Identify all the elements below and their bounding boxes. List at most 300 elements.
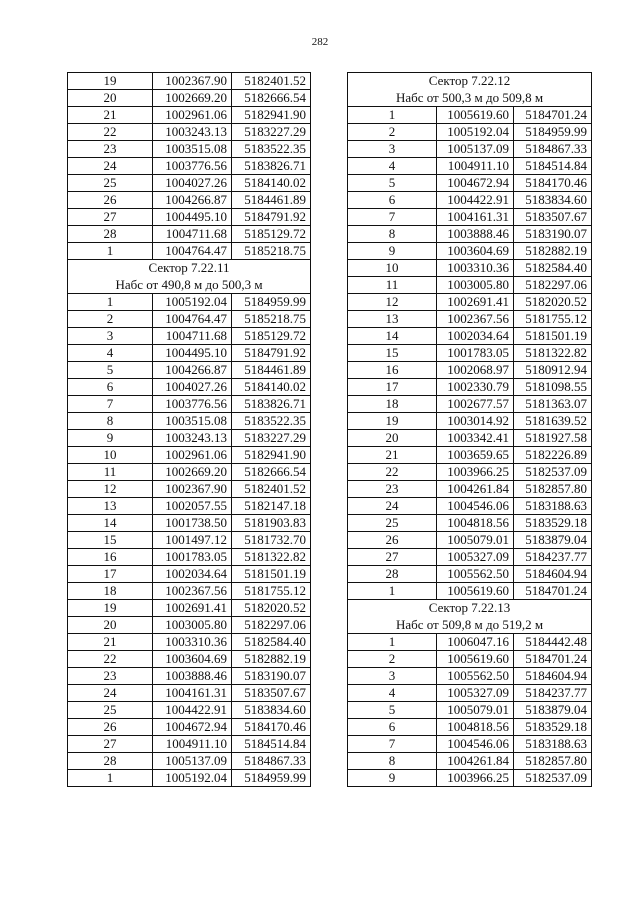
x-coordinate: 1004672.94 — [153, 719, 232, 736]
point-number: 25 — [348, 515, 437, 532]
y-coordinate: 5184461.89 — [232, 362, 311, 379]
y-coordinate: 5183188.63 — [514, 736, 592, 753]
x-coordinate: 1002669.20 — [153, 464, 232, 481]
table-row — [68, 158, 311, 175]
y-coordinate: 5184514.84 — [232, 736, 311, 753]
table-row — [68, 430, 311, 447]
point-number: 3 — [68, 328, 153, 345]
y-coordinate: 5181501.19 — [232, 566, 311, 583]
table-row — [68, 719, 311, 736]
table-row — [68, 107, 311, 124]
table-row — [348, 124, 592, 141]
point-number: 7 — [348, 736, 437, 753]
y-coordinate: 5182666.54 — [232, 90, 311, 107]
y-coordinate: 5182857.80 — [514, 481, 592, 498]
table-row — [348, 311, 592, 328]
point-number: 24 — [68, 685, 153, 702]
y-coordinate: 5181322.82 — [232, 549, 311, 566]
x-coordinate: 1005079.01 — [437, 532, 514, 549]
sector-title-row — [68, 260, 311, 277]
point-number: 11 — [68, 464, 153, 481]
table-row — [68, 311, 311, 328]
point-number: 20 — [348, 430, 437, 447]
point-number: 24 — [68, 158, 153, 175]
coordinates-table-right-body — [348, 73, 592, 787]
y-coordinate: 5185218.75 — [232, 243, 311, 260]
y-coordinate: 5181927.58 — [514, 430, 592, 447]
point-number: 7 — [68, 396, 153, 413]
point-number: 12 — [348, 294, 437, 311]
y-coordinate: 5184867.33 — [232, 753, 311, 770]
y-coordinate: 5185218.75 — [232, 311, 311, 328]
table-row — [68, 668, 311, 685]
table-row — [68, 685, 311, 702]
y-coordinate: 5181639.52 — [514, 413, 592, 430]
x-coordinate: 1003888.46 — [437, 226, 514, 243]
table-row — [68, 634, 311, 651]
table-row — [68, 583, 311, 600]
x-coordinate: 1004764.47 — [153, 311, 232, 328]
table-row — [68, 617, 311, 634]
sector-height-range: Набс от 509,8 м до 519,2 м — [348, 617, 592, 634]
x-coordinate: 1002961.06 — [153, 447, 232, 464]
y-coordinate: 5181322.82 — [514, 345, 592, 362]
x-coordinate: 1004261.84 — [437, 753, 514, 770]
y-coordinate: 5183529.18 — [514, 515, 592, 532]
point-number: 28 — [68, 226, 153, 243]
point-number: 9 — [68, 430, 153, 447]
point-number: 5 — [348, 702, 437, 719]
x-coordinate: 1005192.04 — [153, 294, 232, 311]
x-coordinate: 1001497.12 — [153, 532, 232, 549]
y-coordinate: 5184604.94 — [514, 668, 592, 685]
sector-subtitle-row — [348, 90, 592, 107]
x-coordinate: 1003243.13 — [153, 124, 232, 141]
point-number: 8 — [348, 753, 437, 770]
table-row — [348, 396, 592, 413]
x-coordinate: 1005619.60 — [437, 651, 514, 668]
table-row — [68, 124, 311, 141]
x-coordinate: 1005137.09 — [437, 141, 514, 158]
x-coordinate: 1002961.06 — [153, 107, 232, 124]
table-row — [68, 226, 311, 243]
point-number: 4 — [348, 158, 437, 175]
y-coordinate: 5184959.99 — [514, 124, 592, 141]
x-coordinate: 1004711.68 — [153, 226, 232, 243]
y-coordinate: 5182537.09 — [514, 770, 592, 787]
page-number: 282 — [311, 36, 329, 48]
point-number: 3 — [348, 668, 437, 685]
y-coordinate: 5180912.94 — [514, 362, 592, 379]
y-coordinate: 5183522.35 — [232, 141, 311, 158]
y-coordinate: 5182584.40 — [514, 260, 592, 277]
y-coordinate: 5184791.92 — [232, 345, 311, 362]
point-number: 1 — [68, 294, 153, 311]
table-row — [348, 532, 592, 549]
point-number: 2 — [68, 311, 153, 328]
point-number: 15 — [68, 532, 153, 549]
x-coordinate: 1003014.92 — [437, 413, 514, 430]
y-coordinate: 5183188.63 — [514, 498, 592, 515]
table-row — [348, 345, 592, 362]
point-number: 6 — [348, 192, 437, 209]
point-number: 1 — [348, 107, 437, 124]
point-number: 2 — [348, 651, 437, 668]
table-row — [68, 566, 311, 583]
point-number: 11 — [348, 277, 437, 294]
y-coordinate: 5181755.12 — [232, 583, 311, 600]
table-row — [348, 192, 592, 209]
point-number: 14 — [348, 328, 437, 345]
point-number: 12 — [68, 481, 153, 498]
y-coordinate: 5185129.72 — [232, 226, 311, 243]
y-coordinate: 5184170.46 — [514, 175, 592, 192]
point-number: 18 — [348, 396, 437, 413]
table-row — [68, 770, 311, 787]
point-number: 8 — [68, 413, 153, 430]
table-row — [348, 243, 592, 260]
y-coordinate: 5183529.18 — [514, 719, 592, 736]
point-number: 20 — [68, 90, 153, 107]
x-coordinate: 1002669.20 — [153, 90, 232, 107]
sector-title: Сектор 7.22.13 — [348, 600, 592, 617]
point-number: 26 — [68, 192, 153, 209]
x-coordinate: 1005562.50 — [437, 566, 514, 583]
x-coordinate: 1005619.60 — [437, 107, 514, 124]
x-coordinate: 1003005.80 — [153, 617, 232, 634]
sector-height-range: Набс от 500,3 м до 509,8 м — [348, 90, 592, 107]
sector-subtitle-row — [68, 277, 311, 294]
point-number: 1 — [68, 243, 153, 260]
table-row — [68, 413, 311, 430]
point-number: 5 — [68, 362, 153, 379]
y-coordinate: 5184140.02 — [232, 379, 311, 396]
point-number: 8 — [348, 226, 437, 243]
point-number: 23 — [68, 668, 153, 685]
coordinates-table-left — [67, 72, 311, 787]
x-coordinate: 1003342.41 — [437, 430, 514, 447]
y-coordinate: 5181903.83 — [232, 515, 311, 532]
y-coordinate: 5183834.60 — [232, 702, 311, 719]
point-number: 15 — [348, 345, 437, 362]
x-coordinate: 1005192.04 — [153, 770, 232, 787]
y-coordinate: 5182401.52 — [232, 73, 311, 90]
table-row — [348, 277, 592, 294]
x-coordinate: 1003776.56 — [153, 158, 232, 175]
table-row — [68, 753, 311, 770]
table-row — [68, 549, 311, 566]
x-coordinate: 1004546.06 — [437, 498, 514, 515]
point-number: 1 — [348, 583, 437, 600]
table-row — [348, 634, 592, 651]
x-coordinate: 1002367.90 — [153, 481, 232, 498]
y-coordinate: 5182882.19 — [232, 651, 311, 668]
sector-title: Сектор 7.22.12 — [348, 73, 592, 90]
table-row — [348, 328, 592, 345]
y-coordinate: 5183190.07 — [514, 226, 592, 243]
point-number: 21 — [68, 634, 153, 651]
x-coordinate: 1004711.68 — [153, 328, 232, 345]
y-coordinate: 5184237.77 — [514, 685, 592, 702]
x-coordinate: 1004672.94 — [437, 175, 514, 192]
table-row — [348, 481, 592, 498]
table-row — [68, 362, 311, 379]
table-row — [68, 532, 311, 549]
table-row — [348, 549, 592, 566]
x-coordinate: 1005137.09 — [153, 753, 232, 770]
y-coordinate: 5185129.72 — [232, 328, 311, 345]
x-coordinate: 1002034.64 — [437, 328, 514, 345]
sector-title-row — [348, 600, 592, 617]
x-coordinate: 1003966.25 — [437, 770, 514, 787]
y-coordinate: 5183227.29 — [232, 124, 311, 141]
table-row — [348, 736, 592, 753]
x-coordinate: 1002367.90 — [153, 73, 232, 90]
y-coordinate: 5183227.29 — [232, 430, 311, 447]
point-number: 23 — [348, 481, 437, 498]
x-coordinate: 1006047.16 — [437, 634, 514, 651]
x-coordinate: 1002367.56 — [437, 311, 514, 328]
table-row — [348, 719, 592, 736]
y-coordinate: 5182297.06 — [514, 277, 592, 294]
x-coordinate: 1004027.26 — [153, 175, 232, 192]
table-row — [348, 702, 592, 719]
point-number: 23 — [68, 141, 153, 158]
y-coordinate: 5181501.19 — [514, 328, 592, 345]
table-row — [68, 447, 311, 464]
y-coordinate: 5182666.54 — [232, 464, 311, 481]
table-row — [348, 770, 592, 787]
table-row — [68, 192, 311, 209]
table-row — [348, 753, 592, 770]
point-number: 28 — [68, 753, 153, 770]
point-number: 25 — [68, 175, 153, 192]
table-row — [68, 90, 311, 107]
x-coordinate: 1005192.04 — [437, 124, 514, 141]
y-coordinate: 5183190.07 — [232, 668, 311, 685]
point-number: 18 — [68, 583, 153, 600]
y-coordinate: 5184514.84 — [514, 158, 592, 175]
x-coordinate: 1004911.10 — [153, 736, 232, 753]
point-number: 10 — [68, 447, 153, 464]
x-coordinate: 1003310.36 — [437, 260, 514, 277]
point-number: 17 — [68, 566, 153, 583]
y-coordinate: 5182941.90 — [232, 107, 311, 124]
table-row — [68, 294, 311, 311]
point-number: 27 — [348, 549, 437, 566]
x-coordinate: 1004266.87 — [153, 362, 232, 379]
x-coordinate: 1003243.13 — [153, 430, 232, 447]
table-row — [68, 328, 311, 345]
point-number: 1 — [348, 634, 437, 651]
point-number: 26 — [68, 719, 153, 736]
y-coordinate: 5184140.02 — [232, 175, 311, 192]
x-coordinate: 1004911.10 — [437, 158, 514, 175]
y-coordinate: 5182020.52 — [514, 294, 592, 311]
y-coordinate: 5181732.70 — [232, 532, 311, 549]
point-number: 26 — [348, 532, 437, 549]
y-coordinate: 5184237.77 — [514, 549, 592, 566]
y-coordinate: 5184604.94 — [514, 566, 592, 583]
x-coordinate: 1004261.84 — [437, 481, 514, 498]
x-coordinate: 1002034.64 — [153, 566, 232, 583]
x-coordinate: 1005327.09 — [437, 685, 514, 702]
table-row — [348, 464, 592, 481]
table-row — [348, 209, 592, 226]
y-coordinate: 5183507.67 — [514, 209, 592, 226]
point-number: 2 — [348, 124, 437, 141]
y-coordinate: 5184701.24 — [514, 651, 592, 668]
table-row — [68, 73, 311, 90]
y-coordinate: 5182147.18 — [232, 498, 311, 515]
table-row — [68, 651, 311, 668]
x-coordinate: 1002057.55 — [153, 498, 232, 515]
table-row — [68, 396, 311, 413]
coordinates-table-left-body — [68, 73, 311, 787]
point-number: 7 — [348, 209, 437, 226]
y-coordinate: 5184170.46 — [232, 719, 311, 736]
table-row — [68, 736, 311, 753]
point-number: 10 — [348, 260, 437, 277]
y-coordinate: 5183507.67 — [232, 685, 311, 702]
x-coordinate: 1005562.50 — [437, 668, 514, 685]
x-coordinate: 1004161.31 — [153, 685, 232, 702]
x-coordinate: 1002691.41 — [437, 294, 514, 311]
y-coordinate: 5184959.99 — [232, 770, 311, 787]
x-coordinate: 1003888.46 — [153, 668, 232, 685]
point-number: 27 — [68, 736, 153, 753]
sector-subtitle-row — [348, 617, 592, 634]
x-coordinate: 1003515.08 — [153, 413, 232, 430]
point-number: 6 — [348, 719, 437, 736]
table-row — [348, 260, 592, 277]
x-coordinate: 1005619.60 — [437, 583, 514, 600]
table-row — [348, 107, 592, 124]
y-coordinate: 5184791.92 — [232, 209, 311, 226]
table-row — [348, 566, 592, 583]
y-coordinate: 5183834.60 — [514, 192, 592, 209]
x-coordinate: 1002068.97 — [437, 362, 514, 379]
y-coordinate: 5182020.52 — [232, 600, 311, 617]
y-coordinate: 5184701.24 — [514, 583, 592, 600]
x-coordinate: 1003005.80 — [437, 277, 514, 294]
point-number: 13 — [68, 498, 153, 515]
x-coordinate: 1004422.91 — [437, 192, 514, 209]
point-number: 3 — [348, 141, 437, 158]
y-coordinate: 5182226.89 — [514, 447, 592, 464]
table-row — [348, 413, 592, 430]
point-number: 19 — [348, 413, 437, 430]
x-coordinate: 1003604.69 — [153, 651, 232, 668]
y-coordinate: 5182857.80 — [514, 753, 592, 770]
point-number: 27 — [68, 209, 153, 226]
y-coordinate: 5182401.52 — [232, 481, 311, 498]
x-coordinate: 1002367.56 — [153, 583, 232, 600]
point-number: 22 — [348, 464, 437, 481]
point-number: 16 — [348, 362, 437, 379]
x-coordinate: 1004422.91 — [153, 702, 232, 719]
x-coordinate: 1004161.31 — [437, 209, 514, 226]
point-number: 4 — [68, 345, 153, 362]
x-coordinate: 1005079.01 — [437, 702, 514, 719]
table-row — [68, 379, 311, 396]
sector-height-range: Набс от 490,8 м до 500,3 м — [68, 277, 311, 294]
x-coordinate: 1002677.57 — [437, 396, 514, 413]
x-coordinate: 1003966.25 — [437, 464, 514, 481]
point-number: 9 — [348, 770, 437, 787]
y-coordinate: 5184701.24 — [514, 107, 592, 124]
y-coordinate: 5184442.48 — [514, 634, 592, 651]
point-number: 21 — [348, 447, 437, 464]
y-coordinate: 5182297.06 — [232, 617, 311, 634]
y-coordinate: 5183826.71 — [232, 158, 311, 175]
point-number: 21 — [68, 107, 153, 124]
table-row — [348, 175, 592, 192]
y-coordinate: 5181098.55 — [514, 379, 592, 396]
table-row — [68, 498, 311, 515]
x-coordinate: 1004495.10 — [153, 345, 232, 362]
table-row — [348, 651, 592, 668]
x-coordinate: 1001738.50 — [153, 515, 232, 532]
x-coordinate: 1004546.06 — [437, 736, 514, 753]
table-row — [348, 583, 592, 600]
table-row — [68, 481, 311, 498]
point-number: 1 — [68, 770, 153, 787]
x-coordinate: 1004495.10 — [153, 209, 232, 226]
table-row — [348, 498, 592, 515]
point-number: 4 — [348, 685, 437, 702]
table-row — [68, 175, 311, 192]
point-number: 14 — [68, 515, 153, 532]
x-coordinate: 1002330.79 — [437, 379, 514, 396]
point-number: 6 — [68, 379, 153, 396]
x-coordinate: 1001783.05 — [437, 345, 514, 362]
coordinates-table-right — [347, 72, 592, 787]
y-coordinate: 5184867.33 — [514, 141, 592, 158]
sector-title-row — [348, 73, 592, 90]
table-row — [348, 379, 592, 396]
table-row — [68, 345, 311, 362]
x-coordinate: 1001783.05 — [153, 549, 232, 566]
y-coordinate: 5182537.09 — [514, 464, 592, 481]
point-number: 19 — [68, 600, 153, 617]
y-coordinate: 5184959.99 — [232, 294, 311, 311]
y-coordinate: 5183879.04 — [514, 532, 592, 549]
table-row — [348, 226, 592, 243]
table-row — [68, 141, 311, 158]
table-row — [348, 294, 592, 311]
point-number: 25 — [68, 702, 153, 719]
point-number: 24 — [348, 498, 437, 515]
y-coordinate: 5181755.12 — [514, 311, 592, 328]
table-row — [348, 668, 592, 685]
y-coordinate: 5182882.19 — [514, 243, 592, 260]
table-row — [348, 141, 592, 158]
x-coordinate: 1004764.47 — [153, 243, 232, 260]
table-row — [68, 243, 311, 260]
table-row — [348, 685, 592, 702]
table-row — [348, 515, 592, 532]
y-coordinate: 5183879.04 — [514, 702, 592, 719]
point-number: 20 — [68, 617, 153, 634]
x-coordinate: 1004818.56 — [437, 515, 514, 532]
table-row — [68, 464, 311, 481]
point-number: 19 — [68, 73, 153, 90]
x-coordinate: 1003659.65 — [437, 447, 514, 464]
point-number: 16 — [68, 549, 153, 566]
table-row — [348, 447, 592, 464]
x-coordinate: 1003515.08 — [153, 141, 232, 158]
